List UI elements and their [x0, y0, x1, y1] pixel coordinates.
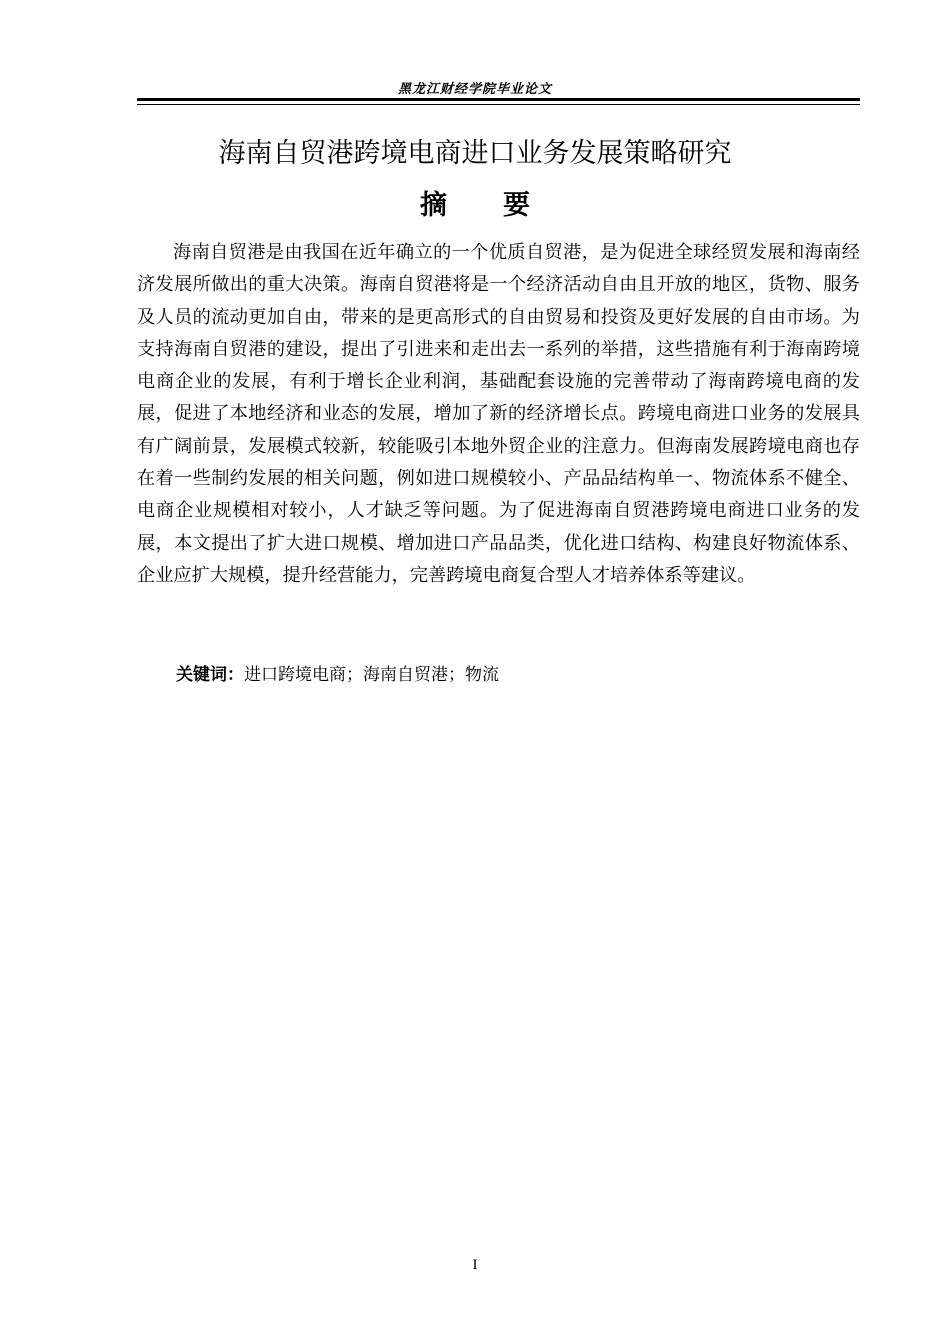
page-number: I — [472, 1257, 478, 1273]
abstract-heading: 摘要 — [420, 190, 586, 221]
header-rule-thick — [137, 98, 860, 101]
keywords-label: 关键词： — [176, 665, 244, 685]
document-title: 海南自贸港跨境电商进口业务发展策略研究 — [218, 138, 732, 169]
keywords-value: 进口跨境电商；海南自贸港；物流 — [244, 665, 499, 685]
keywords-line — [176, 660, 499, 685]
header-rule-thin — [137, 104, 860, 105]
running-header: 黑龙江财经学院毕业论文 — [397, 82, 552, 97]
abstract-paragraph: 海南自贸港是由我国在近年确立的一个优质自贸港，是为促进全球经贸发展和海南经济发展所做出的重大决策。海南自贸港将是一个经济活动自由且开放的地区，货物、服务及人员的流动更加自由，带来的是更高形式的自由贸易和投资及更好发展的自由市场。为支持海南自贸港的建设，提出了引进来和走出去一系列的举措，这些措施有利于海南跨境电商企业的发展，有利于增长企业利润，基础配套设施的完善带动了海南跨境电商的发展，促进了本地经济和业态的发展，增加了新的经济增长点。跨境电商进口业务的发展具有广阔前景，发展模式较新，较能吸引本地外贸企业的注意力。但海南发展跨境电商也存在着一些制约发展的相关问题，例如进口规模较小、产品品结构单一、物流体系不健全、电商企业规模相对较小，人才缺乏等问题。为了促进海南自贸港跨境电商进口业务的发展，本文提出了扩大进口规模、增加进口产品品类，优化进口结构、构建良好物流体系、企业应扩大规模，提升经营能力，完善跨境电商复合型人才培养体系等建议。 — [137, 242, 860, 586]
